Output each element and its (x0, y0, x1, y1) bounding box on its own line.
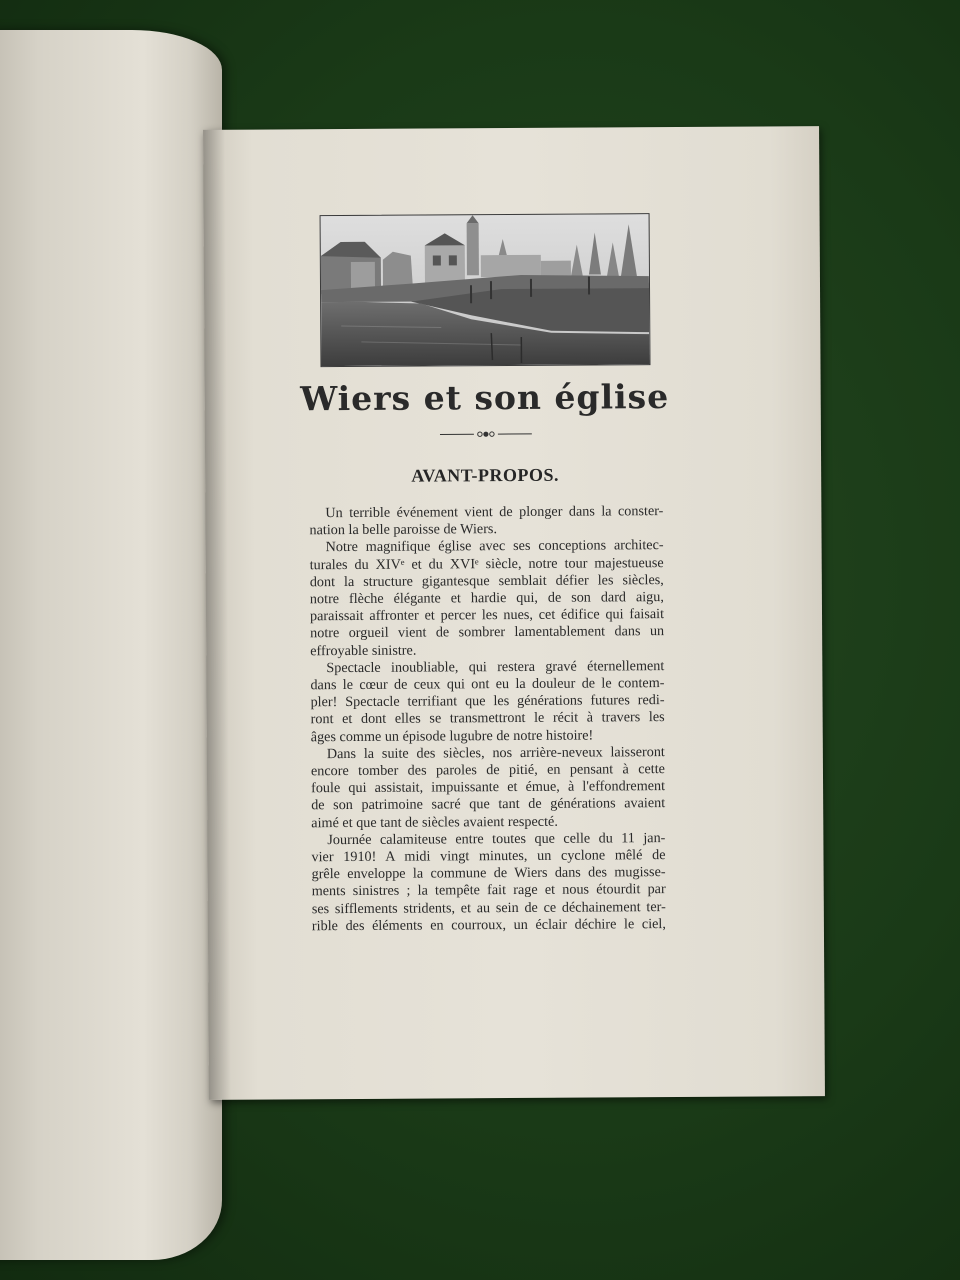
text-line: Un terrible événement vient de plonger dans la conster- (325, 503, 664, 522)
left-page-blank (0, 30, 222, 1260)
text-line: ses sifflements stridents, et au sein de ce déchainement ter- (311, 898, 666, 917)
text-line: rible des éléments en courroux, un éclair déchire le ciel, (311, 915, 666, 935)
text-line: Notre magnifique église avec ses conceptions architec- (325, 537, 664, 556)
paragraph (309, 503, 663, 540)
text-line: dont la structure gigantesque semblait défier les siècles, (309, 571, 664, 591)
text-line: ront et dont elles se transmettront le récit à travers les (310, 709, 665, 728)
paragraph (311, 830, 666, 935)
village-church-photo (320, 213, 651, 367)
text-line: dans le cœur de ceux qui ont eu la douleur de le contem- (310, 675, 665, 694)
text-line: grêle enveloppe la commune de Wiers dans des mugisse- (311, 864, 666, 883)
text-line: Journée calamiteuse entre toutes que celle du 11 jan- (327, 829, 666, 849)
text-line: turales du XIVᵉ et du XVIᵉ siècle, notre tour majestueuse (309, 554, 664, 573)
text-line: pler! Spectacle terrifiant que les générations futures redi- (310, 692, 665, 711)
paragraph (310, 537, 665, 660)
text-line: vier 1910! A midi vingt minutes, un cyclone mêlé de (311, 847, 666, 866)
text-line: aimé et que tant de siècles avaient respecté. (311, 813, 558, 831)
paragraph (311, 744, 666, 832)
ornament-divider-icon (440, 428, 532, 441)
text-line: paraissait affronter et percer les nues, cet édifice qui faisait (309, 606, 665, 625)
text-line: nation la belle paroisse de Wiers. (309, 521, 498, 539)
section-heading: AVANT-PROPOS. (411, 464, 560, 486)
text-line: effroyable sinistre. (310, 642, 417, 659)
text-line: âges comme un épisode lugubre de notre histoire! (310, 727, 594, 745)
text-line: Spectacle inoubliable, qui restera gravé éternellement (326, 657, 665, 676)
photo-drawing (321, 214, 650, 366)
text-line: foule qui assistait, impuissante et émue, à l'effondrement (311, 778, 666, 797)
gutter-shadow (203, 130, 231, 1100)
page-title: Wiers et son église (300, 377, 670, 419)
text-line: encore tomber des paroles de pitié, en pensant à cette (310, 761, 666, 780)
text-line: Dans la suite des siècles, nos arrière-neveux laisseront (326, 743, 665, 762)
book-page (203, 126, 825, 1100)
text-line: ments sinistres ; la tempête fait rage et nous étourdit par (311, 881, 666, 900)
text-line: notre flèche élégante et hardie qui, de son dard aigu, (309, 589, 664, 608)
paragraph (310, 658, 665, 746)
text-line: notre orgueil vient de sombrer lamentablement dans un (310, 623, 665, 642)
body-text (309, 503, 666, 935)
text-line: de son patrimoine sacré que tant de générations avaient (311, 795, 666, 814)
